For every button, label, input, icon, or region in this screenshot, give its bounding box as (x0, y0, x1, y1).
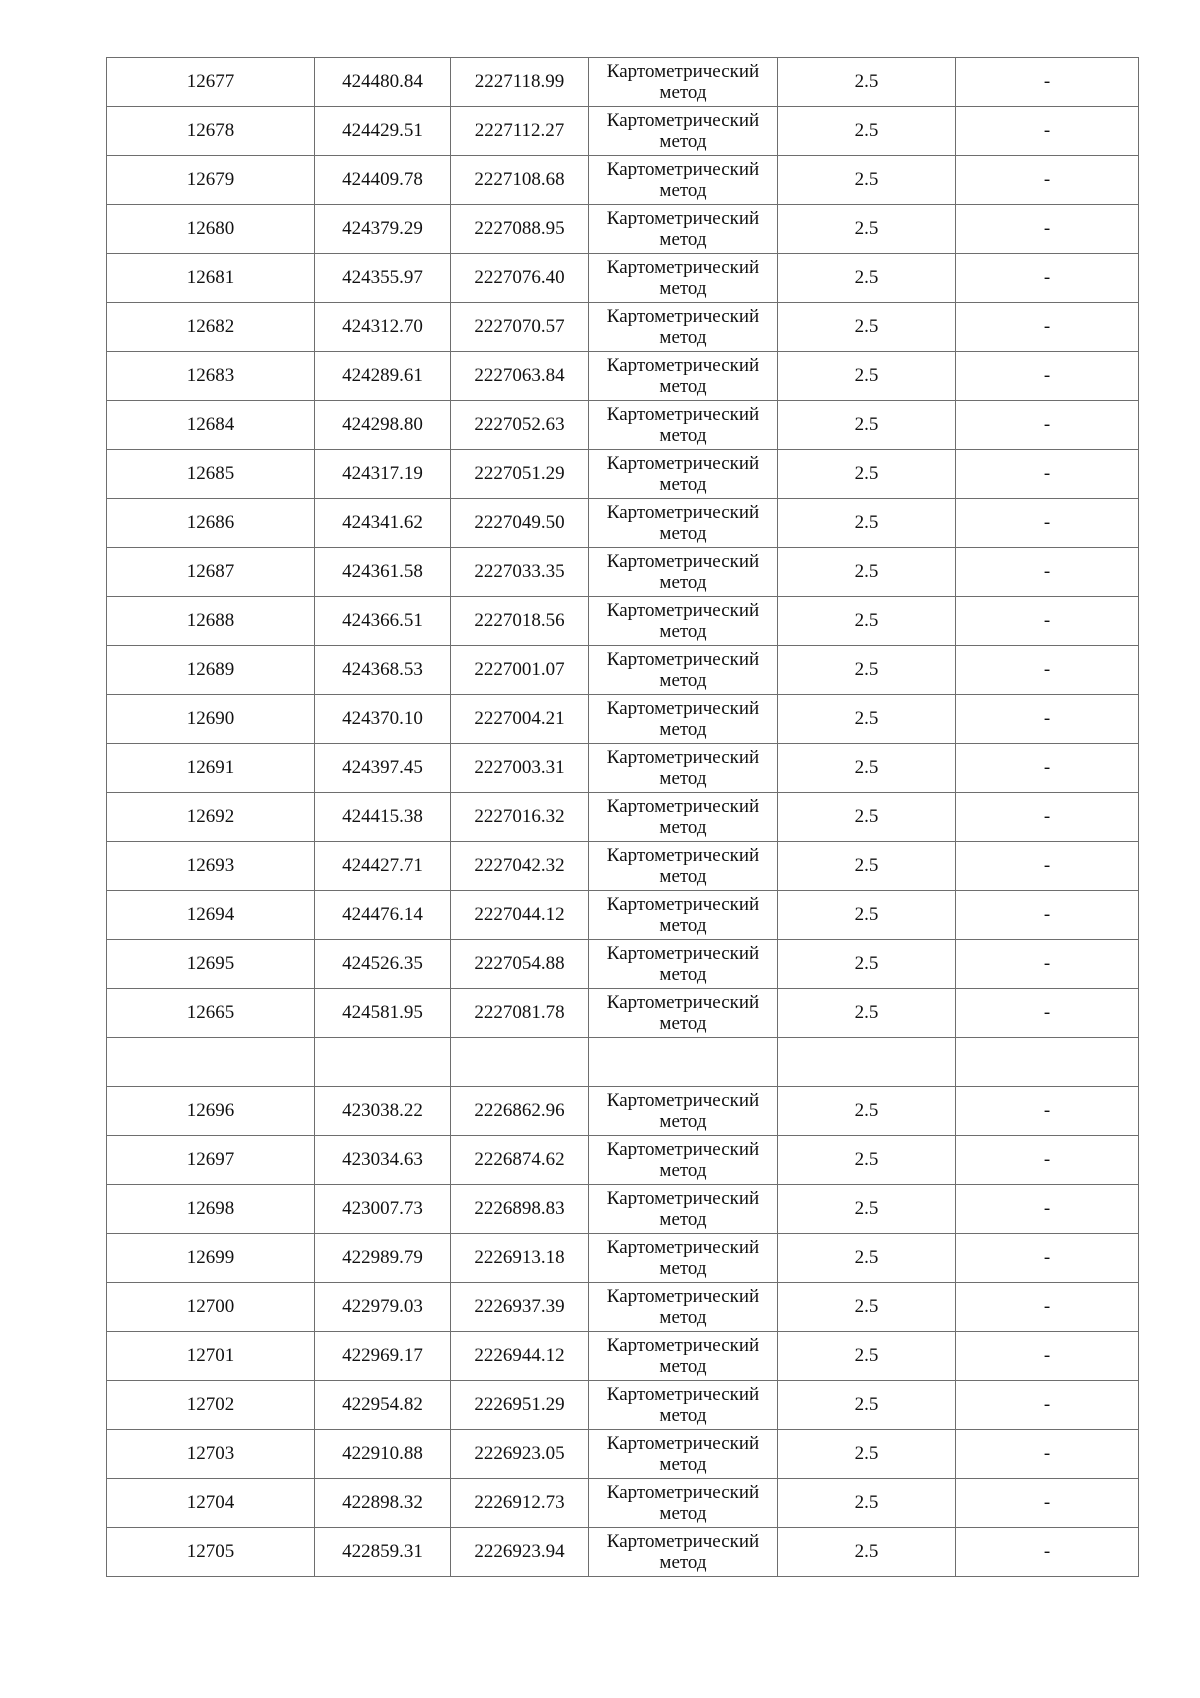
note-cell: - (956, 254, 1139, 303)
table-row (107, 1136, 1139, 1185)
point-number-cell: 12687 (107, 548, 315, 597)
point-number-cell: 12665 (107, 989, 315, 1038)
x-coordinate-cell: 424361.58 (315, 548, 451, 597)
note-cell: - (956, 352, 1139, 401)
note-cell: - (956, 744, 1139, 793)
accuracy-cell: 2.5 (778, 940, 956, 989)
point-number-cell: 12684 (107, 401, 315, 450)
y-coordinate-cell: 2227018.56 (451, 597, 589, 646)
y-coordinate-cell: 2226944.12 (451, 1332, 589, 1381)
method-cell: Картометрический метод (589, 156, 778, 205)
table-row (107, 597, 1139, 646)
method-cell: Картометрический метод (589, 401, 778, 450)
method-cell: Картометрический метод (589, 1528, 778, 1577)
x-coordinate-cell: 422910.88 (315, 1430, 451, 1479)
table-row (107, 254, 1139, 303)
table-row (107, 401, 1139, 450)
x-coordinate-cell: 424427.71 (315, 842, 451, 891)
point-number-cell: 12683 (107, 352, 315, 401)
x-coordinate-cell: 422954.82 (315, 1381, 451, 1430)
note-cell: - (956, 450, 1139, 499)
y-coordinate-cell: 2226913.18 (451, 1234, 589, 1283)
y-coordinate-cell: 2227112.27 (451, 107, 589, 156)
table-row (107, 793, 1139, 842)
table-row (107, 842, 1139, 891)
table-row (107, 1479, 1139, 1528)
note-cell: - (956, 646, 1139, 695)
accuracy-cell: 2.5 (778, 1528, 956, 1577)
point-number-cell: 12689 (107, 646, 315, 695)
y-coordinate-cell: 2227044.12 (451, 891, 589, 940)
point-number-cell: 12691 (107, 744, 315, 793)
y-coordinate-cell: 2226874.62 (451, 1136, 589, 1185)
method-cell: Картометрический метод (589, 205, 778, 254)
y-coordinate-cell: 2227004.21 (451, 695, 589, 744)
note-cell: - (956, 1087, 1139, 1136)
accuracy-cell: 2.5 (778, 989, 956, 1038)
accuracy-cell (778, 1038, 956, 1087)
accuracy-cell: 2.5 (778, 205, 956, 254)
table-row (107, 450, 1139, 499)
table-row (107, 940, 1139, 989)
note-cell: - (956, 156, 1139, 205)
point-number-cell: 12694 (107, 891, 315, 940)
y-coordinate-cell: 2227049.50 (451, 499, 589, 548)
method-cell: Картометрический метод (589, 695, 778, 744)
method-cell: Картометрический метод (589, 352, 778, 401)
note-cell: - (956, 695, 1139, 744)
point-number-cell: 12682 (107, 303, 315, 352)
table-row (107, 1528, 1139, 1577)
note-cell: - (956, 401, 1139, 450)
x-coordinate-cell (315, 1038, 451, 1087)
x-coordinate-cell: 424289.61 (315, 352, 451, 401)
point-number-cell: 12688 (107, 597, 315, 646)
accuracy-cell: 2.5 (778, 499, 956, 548)
x-coordinate-cell: 424581.95 (315, 989, 451, 1038)
y-coordinate-cell (451, 1038, 589, 1087)
point-number-cell: 12697 (107, 1136, 315, 1185)
point-number-cell: 12693 (107, 842, 315, 891)
method-cell: Картометрический метод (589, 1479, 778, 1528)
accuracy-cell: 2.5 (778, 1381, 956, 1430)
x-coordinate-cell: 424526.35 (315, 940, 451, 989)
note-cell: - (956, 205, 1139, 254)
note-cell (956, 1038, 1139, 1087)
y-coordinate-cell: 2226912.73 (451, 1479, 589, 1528)
note-cell: - (956, 842, 1139, 891)
x-coordinate-cell: 423007.73 (315, 1185, 451, 1234)
method-cell: Картометрический метод (589, 793, 778, 842)
point-number-cell: 12702 (107, 1381, 315, 1430)
method-cell: Картометрический метод (589, 597, 778, 646)
note-cell: - (956, 548, 1139, 597)
method-cell: Картометрический метод (589, 1087, 778, 1136)
point-number-cell: 12677 (107, 58, 315, 107)
x-coordinate-cell: 422898.32 (315, 1479, 451, 1528)
accuracy-cell: 2.5 (778, 58, 956, 107)
x-coordinate-cell: 424429.51 (315, 107, 451, 156)
method-cell: Картометрический метод (589, 891, 778, 940)
accuracy-cell: 2.5 (778, 254, 956, 303)
y-coordinate-cell: 2227108.68 (451, 156, 589, 205)
note-cell: - (956, 1283, 1139, 1332)
table-row (107, 499, 1139, 548)
table-row (107, 989, 1139, 1038)
y-coordinate-cell: 2227016.32 (451, 793, 589, 842)
x-coordinate-cell: 424379.29 (315, 205, 451, 254)
y-coordinate-cell: 2227051.29 (451, 450, 589, 499)
method-cell: Картометрический метод (589, 1381, 778, 1430)
note-cell: - (956, 940, 1139, 989)
coordinates-table (106, 57, 1139, 1577)
y-coordinate-cell: 2227076.40 (451, 254, 589, 303)
y-coordinate-cell: 2227001.07 (451, 646, 589, 695)
table-row (107, 1087, 1139, 1136)
method-cell: Картометрический метод (589, 1332, 778, 1381)
point-number-cell: 12681 (107, 254, 315, 303)
table-row (107, 58, 1139, 107)
y-coordinate-cell: 2227054.88 (451, 940, 589, 989)
note-cell: - (956, 107, 1139, 156)
x-coordinate-cell: 422979.03 (315, 1283, 451, 1332)
x-coordinate-cell: 422989.79 (315, 1234, 451, 1283)
y-coordinate-cell: 2226923.05 (451, 1430, 589, 1479)
method-cell: Картометрический метод (589, 450, 778, 499)
table-row (107, 744, 1139, 793)
method-cell: Картометрический метод (589, 499, 778, 548)
point-number-cell: 12678 (107, 107, 315, 156)
accuracy-cell: 2.5 (778, 842, 956, 891)
point-number-cell (107, 1038, 315, 1087)
method-cell: Картометрический метод (589, 744, 778, 793)
note-cell: - (956, 1185, 1139, 1234)
accuracy-cell: 2.5 (778, 1283, 956, 1332)
accuracy-cell: 2.5 (778, 1136, 956, 1185)
point-number-cell: 12680 (107, 205, 315, 254)
accuracy-cell: 2.5 (778, 548, 956, 597)
accuracy-cell: 2.5 (778, 1430, 956, 1479)
x-coordinate-cell: 424476.14 (315, 891, 451, 940)
point-number-cell: 12695 (107, 940, 315, 989)
method-cell: Картометрический метод (589, 58, 778, 107)
method-cell: Картометрический метод (589, 107, 778, 156)
y-coordinate-cell: 2227070.57 (451, 303, 589, 352)
x-coordinate-cell: 424355.97 (315, 254, 451, 303)
x-coordinate-cell: 422859.31 (315, 1528, 451, 1577)
x-coordinate-cell: 423038.22 (315, 1087, 451, 1136)
x-coordinate-cell: 424298.80 (315, 401, 451, 450)
accuracy-cell: 2.5 (778, 401, 956, 450)
table-row (107, 303, 1139, 352)
y-coordinate-cell: 2226898.83 (451, 1185, 589, 1234)
table-row (107, 205, 1139, 254)
table-row (107, 1332, 1139, 1381)
accuracy-cell: 2.5 (778, 1332, 956, 1381)
note-cell: - (956, 303, 1139, 352)
x-coordinate-cell: 422969.17 (315, 1332, 451, 1381)
accuracy-cell: 2.5 (778, 695, 956, 744)
table-row (107, 352, 1139, 401)
point-number-cell: 12679 (107, 156, 315, 205)
table-row (107, 156, 1139, 205)
note-cell: - (956, 793, 1139, 842)
table-row (107, 1185, 1139, 1234)
method-cell: Картометрический метод (589, 940, 778, 989)
point-number-cell: 12692 (107, 793, 315, 842)
x-coordinate-cell: 424397.45 (315, 744, 451, 793)
table-row (107, 1381, 1139, 1430)
x-coordinate-cell: 424370.10 (315, 695, 451, 744)
table-row (107, 1430, 1139, 1479)
y-coordinate-cell: 2227063.84 (451, 352, 589, 401)
note-cell: - (956, 58, 1139, 107)
method-cell: Картометрический метод (589, 646, 778, 695)
accuracy-cell: 2.5 (778, 744, 956, 793)
y-coordinate-cell: 2227081.78 (451, 989, 589, 1038)
y-coordinate-cell: 2226862.96 (451, 1087, 589, 1136)
note-cell: - (956, 1234, 1139, 1283)
accuracy-cell: 2.5 (778, 303, 956, 352)
note-cell: - (956, 1430, 1139, 1479)
table-row (107, 1038, 1139, 1087)
x-coordinate-cell: 424480.84 (315, 58, 451, 107)
x-coordinate-cell: 424409.78 (315, 156, 451, 205)
note-cell: - (956, 891, 1139, 940)
accuracy-cell: 2.5 (778, 891, 956, 940)
y-coordinate-cell: 2226923.94 (451, 1528, 589, 1577)
accuracy-cell: 2.5 (778, 1234, 956, 1283)
table-row (107, 1283, 1139, 1332)
method-cell: Картометрический метод (589, 842, 778, 891)
table-row (107, 646, 1139, 695)
x-coordinate-cell: 423034.63 (315, 1136, 451, 1185)
accuracy-cell: 2.5 (778, 597, 956, 646)
method-cell: Картометрический метод (589, 1185, 778, 1234)
point-number-cell: 12701 (107, 1332, 315, 1381)
method-cell: Картометрический метод (589, 548, 778, 597)
x-coordinate-cell: 424415.38 (315, 793, 451, 842)
note-cell: - (956, 1528, 1139, 1577)
accuracy-cell: 2.5 (778, 646, 956, 695)
accuracy-cell: 2.5 (778, 1185, 956, 1234)
table-row (107, 107, 1139, 156)
point-number-cell: 12699 (107, 1234, 315, 1283)
note-cell: - (956, 1136, 1139, 1185)
y-coordinate-cell: 2226937.39 (451, 1283, 589, 1332)
x-coordinate-cell: 424312.70 (315, 303, 451, 352)
accuracy-cell: 2.5 (778, 107, 956, 156)
note-cell: - (956, 1381, 1139, 1430)
x-coordinate-cell: 424366.51 (315, 597, 451, 646)
note-cell: - (956, 1332, 1139, 1381)
method-cell: Картометрический метод (589, 303, 778, 352)
point-number-cell: 12704 (107, 1479, 315, 1528)
method-cell: Картометрический метод (589, 254, 778, 303)
accuracy-cell: 2.5 (778, 352, 956, 401)
point-number-cell: 12690 (107, 695, 315, 744)
table-row (107, 548, 1139, 597)
accuracy-cell: 2.5 (778, 793, 956, 842)
y-coordinate-cell: 2227033.35 (451, 548, 589, 597)
y-coordinate-cell: 2227088.95 (451, 205, 589, 254)
point-number-cell: 12705 (107, 1528, 315, 1577)
note-cell: - (956, 989, 1139, 1038)
y-coordinate-cell: 2227052.63 (451, 401, 589, 450)
y-coordinate-cell: 2227003.31 (451, 744, 589, 793)
method-cell (589, 1038, 778, 1087)
note-cell: - (956, 1479, 1139, 1528)
point-number-cell: 12700 (107, 1283, 315, 1332)
method-cell: Картометрический метод (589, 1136, 778, 1185)
y-coordinate-cell: 2226951.29 (451, 1381, 589, 1430)
point-number-cell: 12698 (107, 1185, 315, 1234)
table-row (107, 1234, 1139, 1283)
method-cell: Картометрический метод (589, 1430, 778, 1479)
x-coordinate-cell: 424317.19 (315, 450, 451, 499)
coordinates-table-body (107, 58, 1139, 1577)
point-number-cell: 12685 (107, 450, 315, 499)
accuracy-cell: 2.5 (778, 1087, 956, 1136)
table-row (107, 695, 1139, 744)
accuracy-cell: 2.5 (778, 450, 956, 499)
point-number-cell: 12686 (107, 499, 315, 548)
x-coordinate-cell: 424368.53 (315, 646, 451, 695)
method-cell: Картометрический метод (589, 989, 778, 1038)
x-coordinate-cell: 424341.62 (315, 499, 451, 548)
point-number-cell: 12703 (107, 1430, 315, 1479)
point-number-cell: 12696 (107, 1087, 315, 1136)
note-cell: - (956, 499, 1139, 548)
y-coordinate-cell: 2227042.32 (451, 842, 589, 891)
y-coordinate-cell: 2227118.99 (451, 58, 589, 107)
note-cell: - (956, 597, 1139, 646)
accuracy-cell: 2.5 (778, 1479, 956, 1528)
method-cell: Картометрический метод (589, 1234, 778, 1283)
method-cell: Картометрический метод (589, 1283, 778, 1332)
accuracy-cell: 2.5 (778, 156, 956, 205)
table-row (107, 891, 1139, 940)
